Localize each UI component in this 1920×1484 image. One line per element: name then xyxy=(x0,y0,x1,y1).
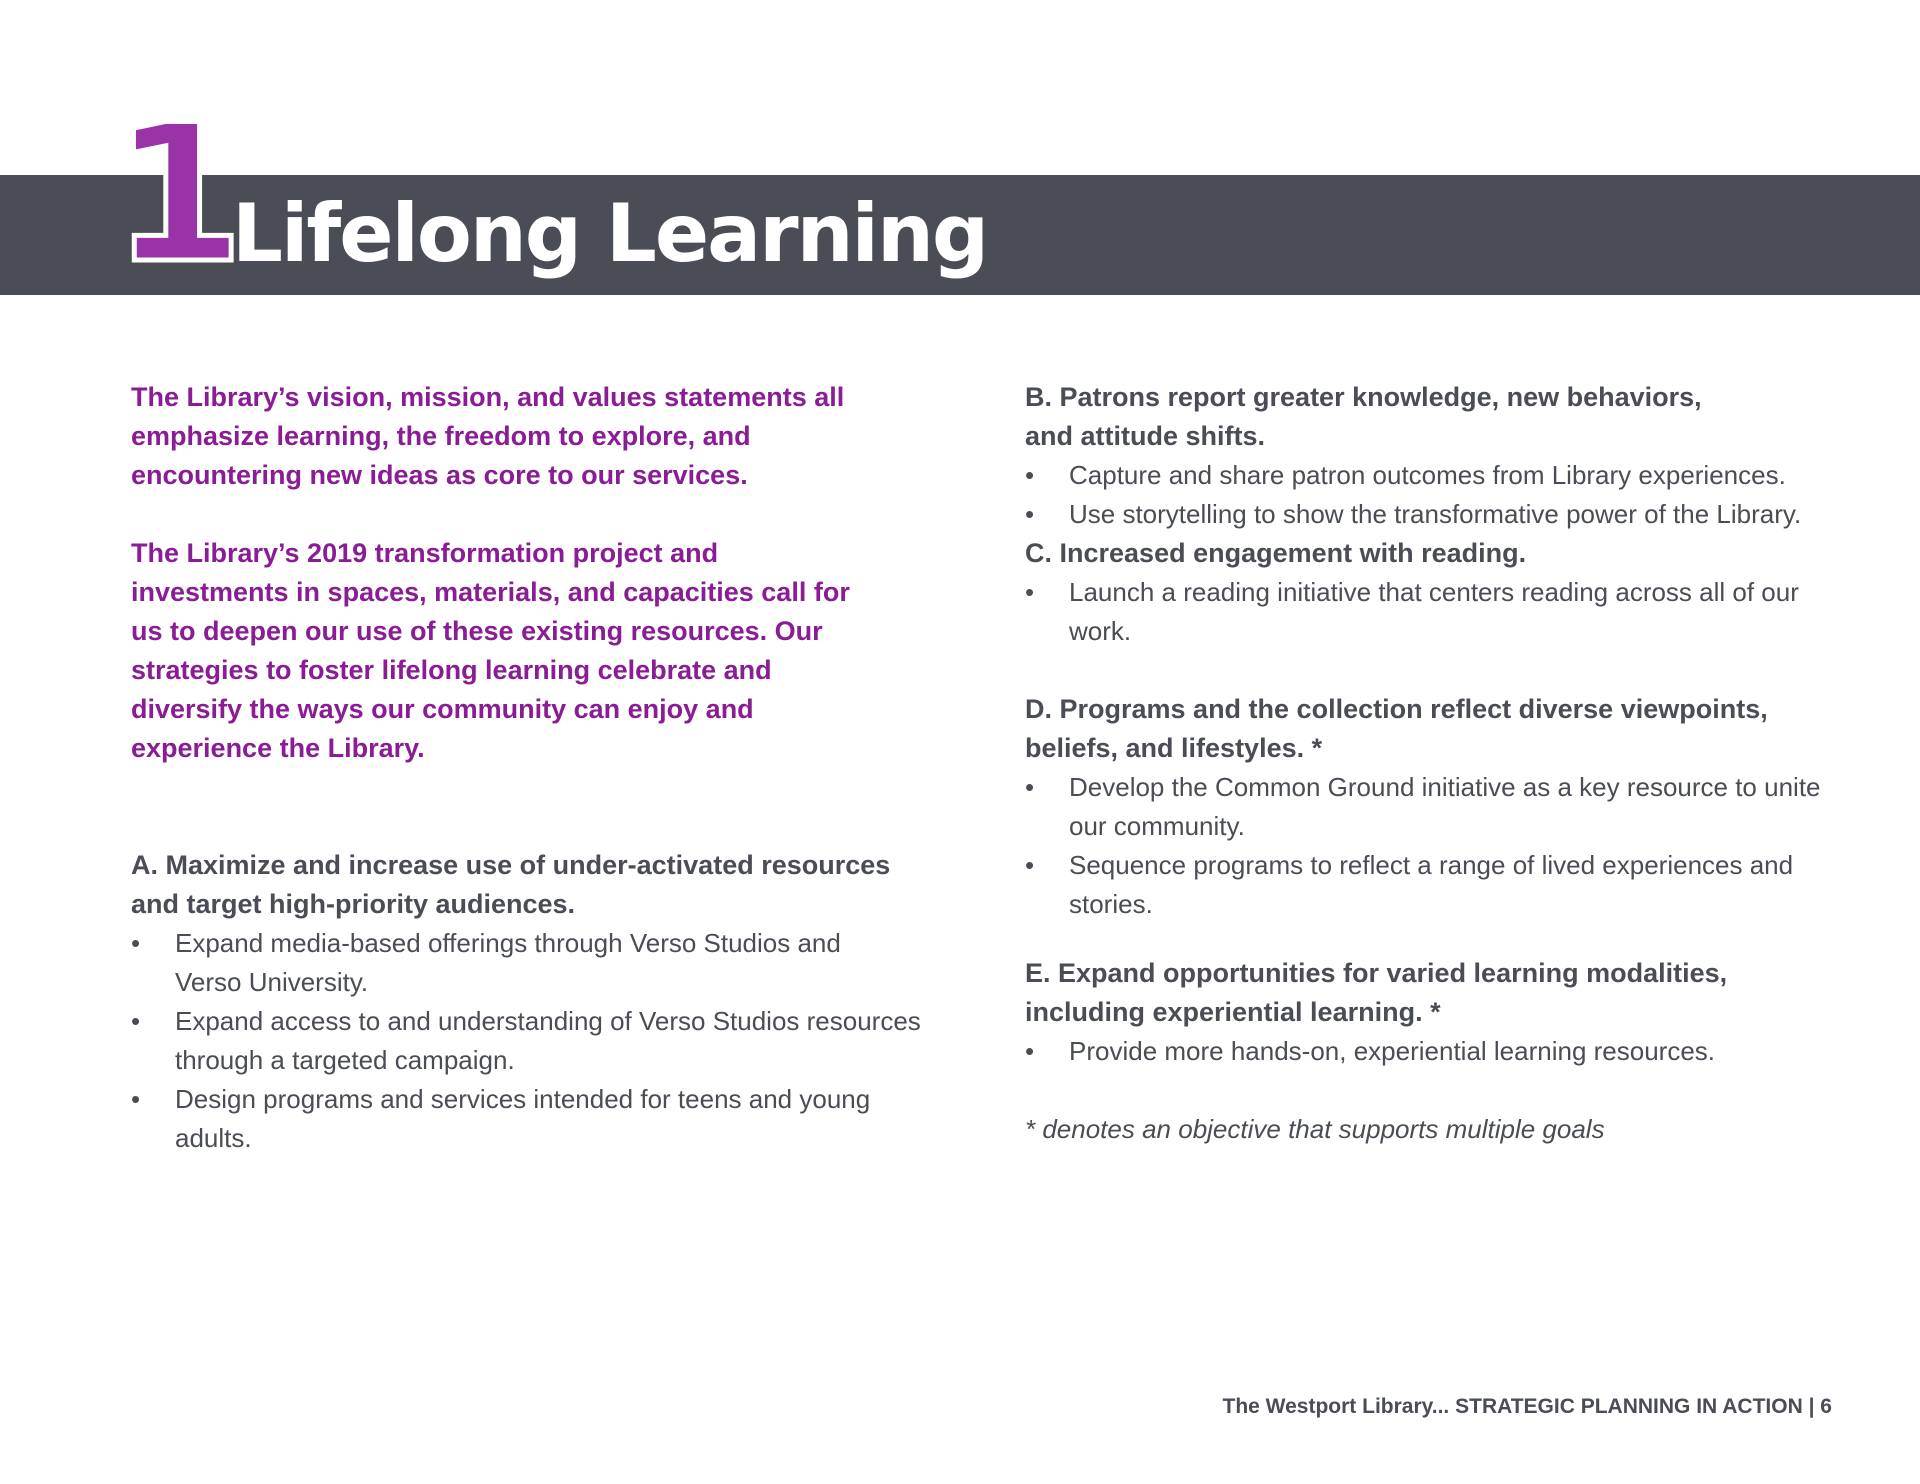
objective-heading: B. Patrons report greater knowledge, new behaviors, and attitude shifts. xyxy=(1025,382,1702,451)
list-item-text: Launch a reading initiative that centers reading across all of our work. xyxy=(1069,577,1799,646)
list-item-text: Expand access to and understanding of Verso Studios resources through a targeted campaign. xyxy=(175,1006,921,1075)
bullet-icon: • xyxy=(1025,577,1035,607)
list-item xyxy=(1025,573,1809,651)
bullet-icon: • xyxy=(1025,460,1035,490)
list-item xyxy=(131,1002,960,1080)
bullet-list xyxy=(1025,573,1825,651)
intro-paragraph-1: The Library’s vision, mission, and values statements all emphasize learning, the freedom to explore, and encountering new ideas as core to our services. xyxy=(131,382,845,490)
page-footer: The Westport Library... STRATEGIC PLANNING IN ACTION | 6 xyxy=(1222,1395,1832,1418)
right-column xyxy=(1025,378,1825,1149)
objective-b xyxy=(1025,378,1825,534)
page-title: Lifelong Learning xyxy=(232,187,988,280)
objective-d xyxy=(1025,690,1825,924)
footnote: * denotes an objective that supports multiple goals xyxy=(1025,1114,1605,1144)
bullet-icon: • xyxy=(1025,1036,1035,1066)
objective-c xyxy=(1025,534,1825,651)
bullet-list xyxy=(1025,456,1825,534)
list-item xyxy=(131,924,910,1002)
objective-a xyxy=(131,846,931,1158)
list-item xyxy=(1025,846,1809,924)
list-item xyxy=(1025,495,1804,534)
list-item-text: Use storytelling to show the transformative power of the Library. xyxy=(1069,499,1802,529)
bullet-icon: • xyxy=(1025,772,1035,802)
list-item xyxy=(1025,1032,1869,1071)
left-column xyxy=(131,378,931,1158)
list-item-text: Expand media-based offerings through Verso Studios and Verso University. xyxy=(175,928,841,997)
list-item xyxy=(131,1080,915,1158)
objective-heading: D. Programs and the collection reflect diverse viewpoints, beliefs, and lifestyles. * xyxy=(1025,694,1768,763)
bullet-list xyxy=(1025,1032,1825,1071)
list-item-text: Design programs and services intended for teens and young adults. xyxy=(175,1084,871,1153)
objective-heading: C. Increased engagement with reading. xyxy=(1025,538,1527,568)
objective-heading: A. Maximize and increase use of under-activated resources and target high-priority audiences. xyxy=(131,850,891,919)
bullet-icon: • xyxy=(131,1006,141,1036)
bullet-icon: • xyxy=(131,928,141,958)
bullet-icon: • xyxy=(131,1084,141,1114)
list-item-text: Develop the Common Ground initiative as a key resource to unite our community. xyxy=(1069,772,1821,841)
goal-number: 1 xyxy=(112,84,235,305)
bullet-list xyxy=(131,924,931,1158)
list-item xyxy=(1025,456,1869,495)
list-item-text: Provide more hands-on, experiential learning resources. xyxy=(1069,1036,1716,1066)
list-item xyxy=(1025,768,1829,846)
objective-e xyxy=(1025,954,1825,1071)
list-item-text: Sequence programs to reflect a range of lived experiences and stories. xyxy=(1069,850,1794,919)
list-item-text: Capture and share patron outcomes from Library experiences. xyxy=(1069,460,1786,490)
bullet-list xyxy=(1025,768,1825,924)
intro-paragraph-2: The Library’s 2019 transformation project and investments in spaces, materials, and capacities call for us to deepen our use of these existing resources. Our strategies to foster lifelong learning celebrate and diversify the ways our community can enjoy and experience the Library. xyxy=(131,538,850,763)
objective-heading: E. Expand opportunities for varied learning modalities, including experiential learning. * xyxy=(1025,958,1728,1027)
bullet-icon: • xyxy=(1025,850,1035,880)
bullet-icon: • xyxy=(1025,499,1035,529)
